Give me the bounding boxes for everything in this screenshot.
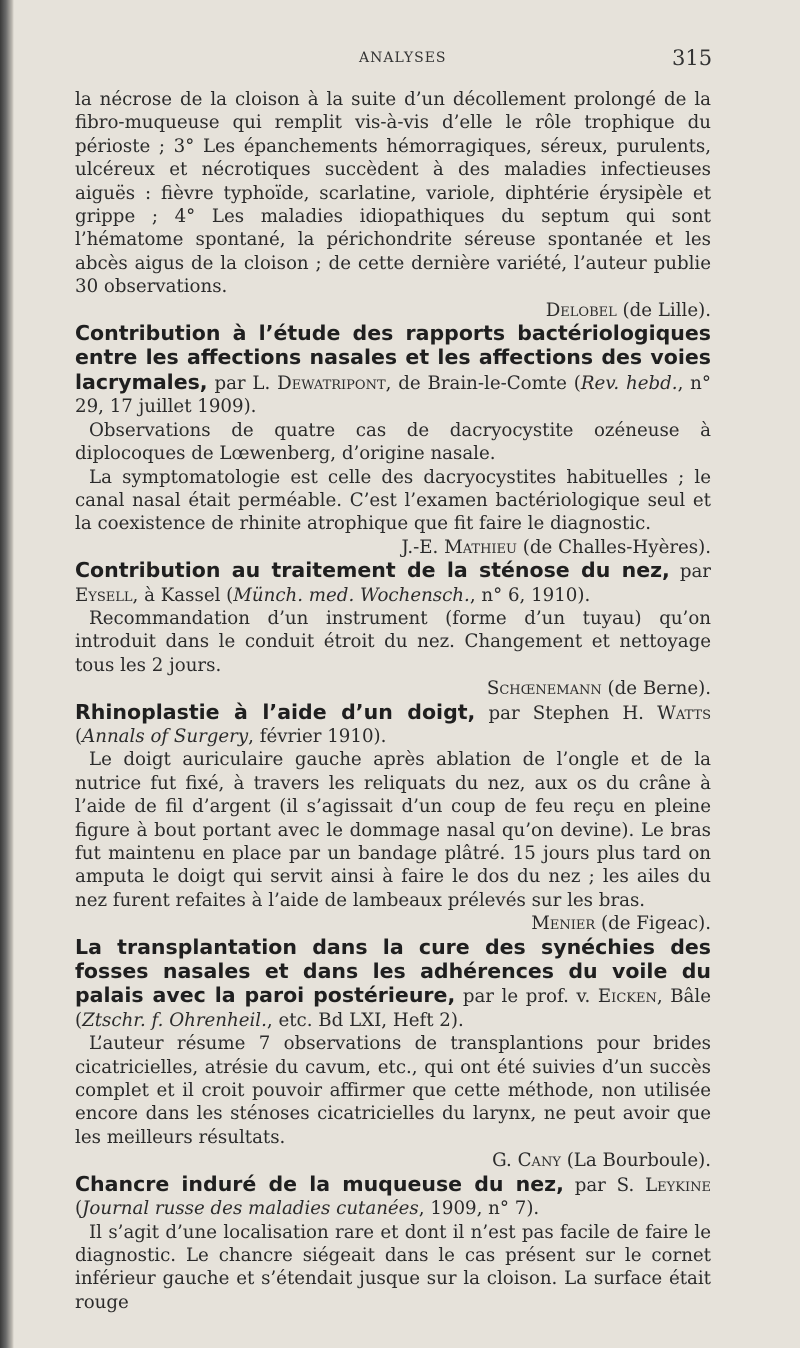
signature-author: Menier [531,913,596,935]
article-title: La transplantation dans la cure des synéchies des fosses nasales et dans les adhérences du voile du palais avec la paroi postérieure, [75,934,711,1008]
article-signature [75,299,711,322]
running-head: ANALYSES [359,50,447,66]
article-by: par le prof. v. [462,986,591,1008]
article-author: Eysell [75,584,133,606]
article-journal: Annals of Surgery [82,725,249,747]
article-paragraph: Recommandation d’un instrument (forme d’un tuyau) qu’on introduit dans le conduit étroit du nez. Changement et nettoyage tous les 2 jours. [75,607,711,676]
page-binding-edge [0,0,14,1348]
signature-initials: G. [492,1150,512,1172]
article-heading [75,1173,711,1221]
article-author: Dewatripont [277,372,386,394]
article-journal: Ztschr. f. Ohrenheil. [82,1009,267,1031]
article-heading [75,559,711,607]
article-title: Contribution à l’étude des rapports bactériologiques entre les affections nasales et les affections des voies lacrymales, [75,321,711,394]
signature-author: Cany [517,1150,561,1172]
article-paragraph: Le doigt auriculaire gauche après ablation de l’ongle et de la nutrice fut fixé, à travers les reliquats du nez, aux os du crâne à l’aide de fil d’argent (il s’agissait d’un coup de feu reçu en pleine figure à bout portant avec le dommage nasal qu’on devine). Le bras fut maintenu en place par un bandage plâtré. 15 jours plus tard on amputa le doigt qui servit ainsi à faire le dos du nez ; les ailes du nez furent refaites à l’aide de lambeaux prélevés sur les bras. [75,749,711,911]
article-source-post: , etc. Bd LXI, Heft 2). [266,1009,464,1031]
article-signature [75,1149,711,1172]
article-by: par Stephen H. [488,702,644,724]
article-source-pre: , de Brain-le-Comte ( [385,372,581,394]
signature-author: Delobel [545,299,617,321]
article-by: par S. [574,1174,635,1196]
article-signature [75,536,711,559]
article-author: Eicken [597,986,657,1008]
article-title: Rhinoplastie à l’aide d’un doigt, [75,699,476,724]
signature-place: (La Bourboule). [566,1150,711,1172]
article-heading [75,322,711,419]
article-paragraph: L’auteur résume 7 observations de transplantions pour brides cicatricielles, atrésie du cavum, etc., qui ont été suivies d’un succès complet et il croit pouvoir affirmer que cette méthode, non utilisée encore dans les sténoses cicatricielles du larynx, ne peut avoir que les meilleurs résultats. [75,1033,711,1148]
signature-place: (de Challes-Hyères). [522,536,711,558]
article-source-pre: ( [75,1198,83,1220]
signature-author: Schœnemann [486,678,602,700]
page-body [75,88,711,1314]
article-by: par [679,561,711,583]
article-source-pre: , à Kassel ( [132,584,234,606]
article-source-post: , n° 29, 17 juillet 1909). [75,372,711,418]
signature-place: (de Lille). [622,299,711,321]
article-source-post: , 1909, n° 7). [418,1198,540,1220]
article-author: Watts [657,702,711,724]
article-by: par L. [214,372,271,394]
article-journal: Münch. med. Wochensch. [233,584,470,606]
article-title: Contribution au traitement de la sténose du nez, [75,558,670,583]
article-source-pre: ( [75,725,83,747]
signature-initials: J.-E. [401,536,439,558]
article-paragraph: Observations de quatre cas de dacryocystite ozéneuse à diplocoques de Lœwenberg, d’origine nasale. [75,419,711,465]
article-paragraph: Il s’agit d’une localisation rare et dont il n’est pas facile de faire le diagnostic. Le chancre siégeait dans le cas présent sur le cornet inférieur gauche et s’étendait jusque sur la cloison. La surface était rouge [75,1221,711,1313]
article-author: Leykine [645,1174,711,1196]
article-source-pre: , Bâle ( [75,986,711,1031]
signature-place: (de Figeac). [600,913,711,935]
article-paragraph: La symptomatologie est celle des dacryocystites habituelles ; le canal nasal était perméable. C’est l’examen bactériologique seul et la coexistence de rhinite atrophique que fit faire le diagnostic. [75,466,711,535]
page-number: 315 [672,46,713,70]
article-heading [75,936,711,1033]
article-source-post: , février 1910). [248,725,387,747]
article-signature [75,912,711,935]
article-journal: Journal russe des maladies cutanées [82,1198,419,1220]
article-continuation-text: la nécrose de la cloison à la suite d’un décollement prolongé de la fibro-muqueuse qui remplit vis-à-vis d’elle le rôle trophique du périoste ; 3° Les épanchements hémorragiques, séreux, purulents, ulcéreux et nécrotiques succèdent à des maladies infectieuses aiguës : fièvre typhoïde, scarlatine, variole, diphtérie érysipèle et grippe ; 4° Les maladies idiopathiques du septum qui sont l’hématome spontané, la périchondrite séreuse spontanée et les abcès aigus de la cloison ; de cette dernière variété, l’auteur publie 30 observations. [75,89,711,298]
page-header [0,46,800,76]
signature-author: Mathieu [444,536,517,558]
article-source-post: , n° 6, 1910). [469,584,591,606]
article-signature [75,677,711,700]
article-journal: Rev. hebd. [580,372,678,394]
signature-place: (de Berne). [607,678,711,700]
article-heading [75,701,711,749]
article-title: Chancre induré de la muqueuse du nez, [75,1171,564,1196]
